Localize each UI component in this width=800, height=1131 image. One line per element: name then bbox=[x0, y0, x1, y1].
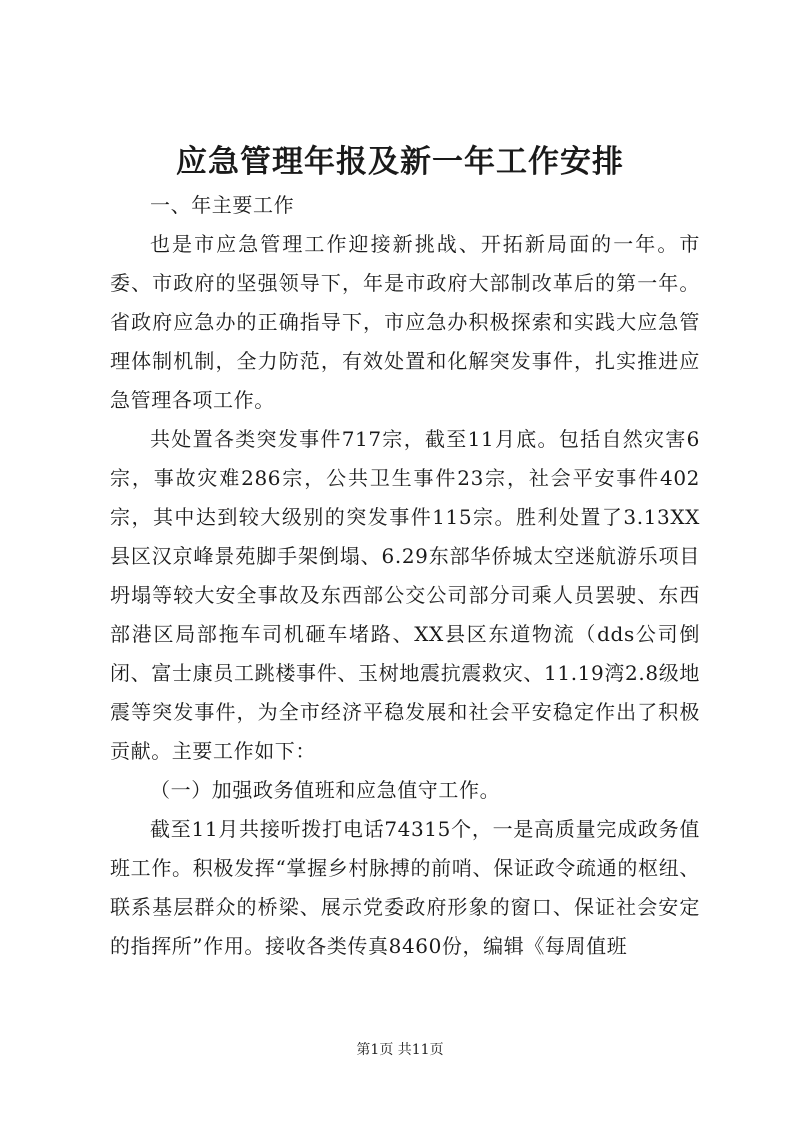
document-body bbox=[110, 186, 700, 966]
section-heading-main-work: 一、年主要工作 bbox=[150, 193, 295, 217]
paragraph-overview: 也是市应急管理工作迎接新挑战、开拓新局面的一年。市委、市政府的坚强领导下，年是市政府大部制改革后的第一年。省政府应急办的正确指导下，市应急办积极探索和实践大应急管理体制机制，全力防范，有效处置和化解突发事件，扎实推进应急管理各项工作。 bbox=[110, 232, 700, 412]
document-title: 应急管理年报及新一年工作安排 bbox=[176, 144, 624, 180]
page-footer: 第1页 共11页 bbox=[356, 1042, 444, 1058]
subsection-heading-duty: （一）加强政务值班和应急值守工作。 bbox=[150, 778, 501, 802]
paragraph-duty-work: 截至11月共接听拨打电话74315个，一是高质量完成政务值班工作。积极发挥“掌握乡村脉搏的前哨、保证政令疏通的枢纽、联系基层群众的桥梁、展示党委政府形象的窗口、保证社会安定的指挥所”作用。接收各类传真8460份，编辑《每周值班 bbox=[110, 817, 700, 958]
paragraph-incidents: 共处置各类突发事件717宗，截至11月底。包括自然灾害6宗，事故灾难286宗，公共卫生事件23宗，社会平安事件402宗，其中达到较大级别的突发事件115宗。胜利处置了3.13XX县区汉京峰景苑脚手架倒塌、6.29东部华侨城太空迷航游乐项目坍塌等较大安全事故及东西部公交公司部分司乘人员罢驶、东西部港区局部拖车司机砸车堵路、XX县区东道物流（dds公司倒闭、富士康员工跳楼事件、玉树地震抗震救灾、11.19湾2.8级地震等突发事件，为全市经济平稳发展和社会平安稳定作出了积极贡献。主要工作如下： bbox=[110, 427, 700, 763]
